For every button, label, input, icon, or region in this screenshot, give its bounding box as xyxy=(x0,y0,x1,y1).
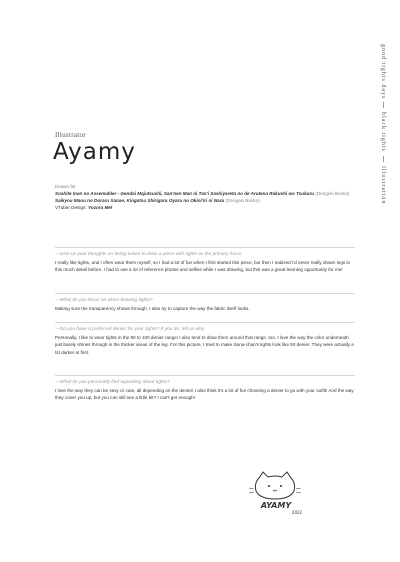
work-entry xyxy=(55,204,365,211)
work-title: Yozora Mel xyxy=(88,205,113,210)
interview-question: —Give us your thoughts on being asked to draw a piece with tights as the primary focus. xyxy=(55,252,243,257)
work-entry xyxy=(55,197,365,204)
vertical-divider xyxy=(383,156,384,162)
work-title: Soshite Inan no Assemabler - Gendai Majutsushi, San'nen Man ni Tan'i Sashiyareta no de Arutena Rakushi wo Tsukuru xyxy=(55,191,315,196)
work-entry xyxy=(55,190,365,197)
vertical-title-text-3: Illustration xyxy=(380,166,386,205)
qa-block xyxy=(55,293,355,312)
artist-signature xyxy=(245,468,307,518)
divider xyxy=(55,293,355,294)
vertical-title-text-2: black tights xyxy=(380,112,386,152)
signature-drawing xyxy=(245,468,307,518)
interview-question: —Do you have a preferred denier for your tights? If you do, tell us why. xyxy=(55,327,206,332)
vertical-divider xyxy=(383,102,384,108)
divider xyxy=(55,322,355,323)
known-works xyxy=(55,183,365,211)
illustrator-label: Illustrator xyxy=(55,131,86,139)
vertical-title xyxy=(380,44,388,234)
qa-block xyxy=(55,247,355,274)
qa-block xyxy=(55,375,355,402)
interview-answer: I really like tights, and I often wear them myself, so I had a lot of fun when I first started this piece, but then I realized I'd never really drawn legs in this much detail before. I had to use a lot of reference photos and selfies while I was drawing, but this was a great learning opportunity for me! xyxy=(55,260,351,273)
work-publisher: (Dengeki Bunko) xyxy=(224,198,260,203)
interview-question: —What do you focus on when drawing tights? xyxy=(55,298,153,303)
interview-answer: Personally, I like to wear tights in the 80 to 100 denier range! I also tend to draw them around that range, too. I love the way the color underneath just barely shines through in the thicker areas of the leg. For this picture, I tried to make Sana-chan's tights look like 50 denier. They were actually a lot darker at first. xyxy=(55,335,354,355)
artist-name: Ayamy xyxy=(53,139,136,165)
divider xyxy=(55,247,355,248)
interview-answer: I love the way they can be sexy or cute, all depending on the denier! I also think it's a lot of fun choosing a denier to go with your outfit! And the way they cover you up, but you can still see a little bit? I can't get enough! xyxy=(55,388,354,401)
vertical-title-text-1: good tights days xyxy=(380,44,386,100)
signature-text: AYAMY xyxy=(260,501,292,510)
work-prefix: VTuber Design: xyxy=(55,205,89,210)
qa-block xyxy=(55,322,355,356)
work-title: Saikyou Maou no Doraru Sanae, Kingatsu Shirigaru Oyaru no Okini'iri ni Naru xyxy=(55,198,225,203)
interview-answer: Making sure the transparency shows through. I also try to capture the way the fabric itself looks. xyxy=(55,306,250,311)
interview-question: —What do you personally find appealing about tights? xyxy=(55,380,170,385)
divider xyxy=(55,375,355,376)
known-works-heading: Known for xyxy=(55,184,76,189)
work-publisher: (Dengeki Bunko) xyxy=(314,191,350,196)
signature-year: 2022 xyxy=(291,510,303,515)
